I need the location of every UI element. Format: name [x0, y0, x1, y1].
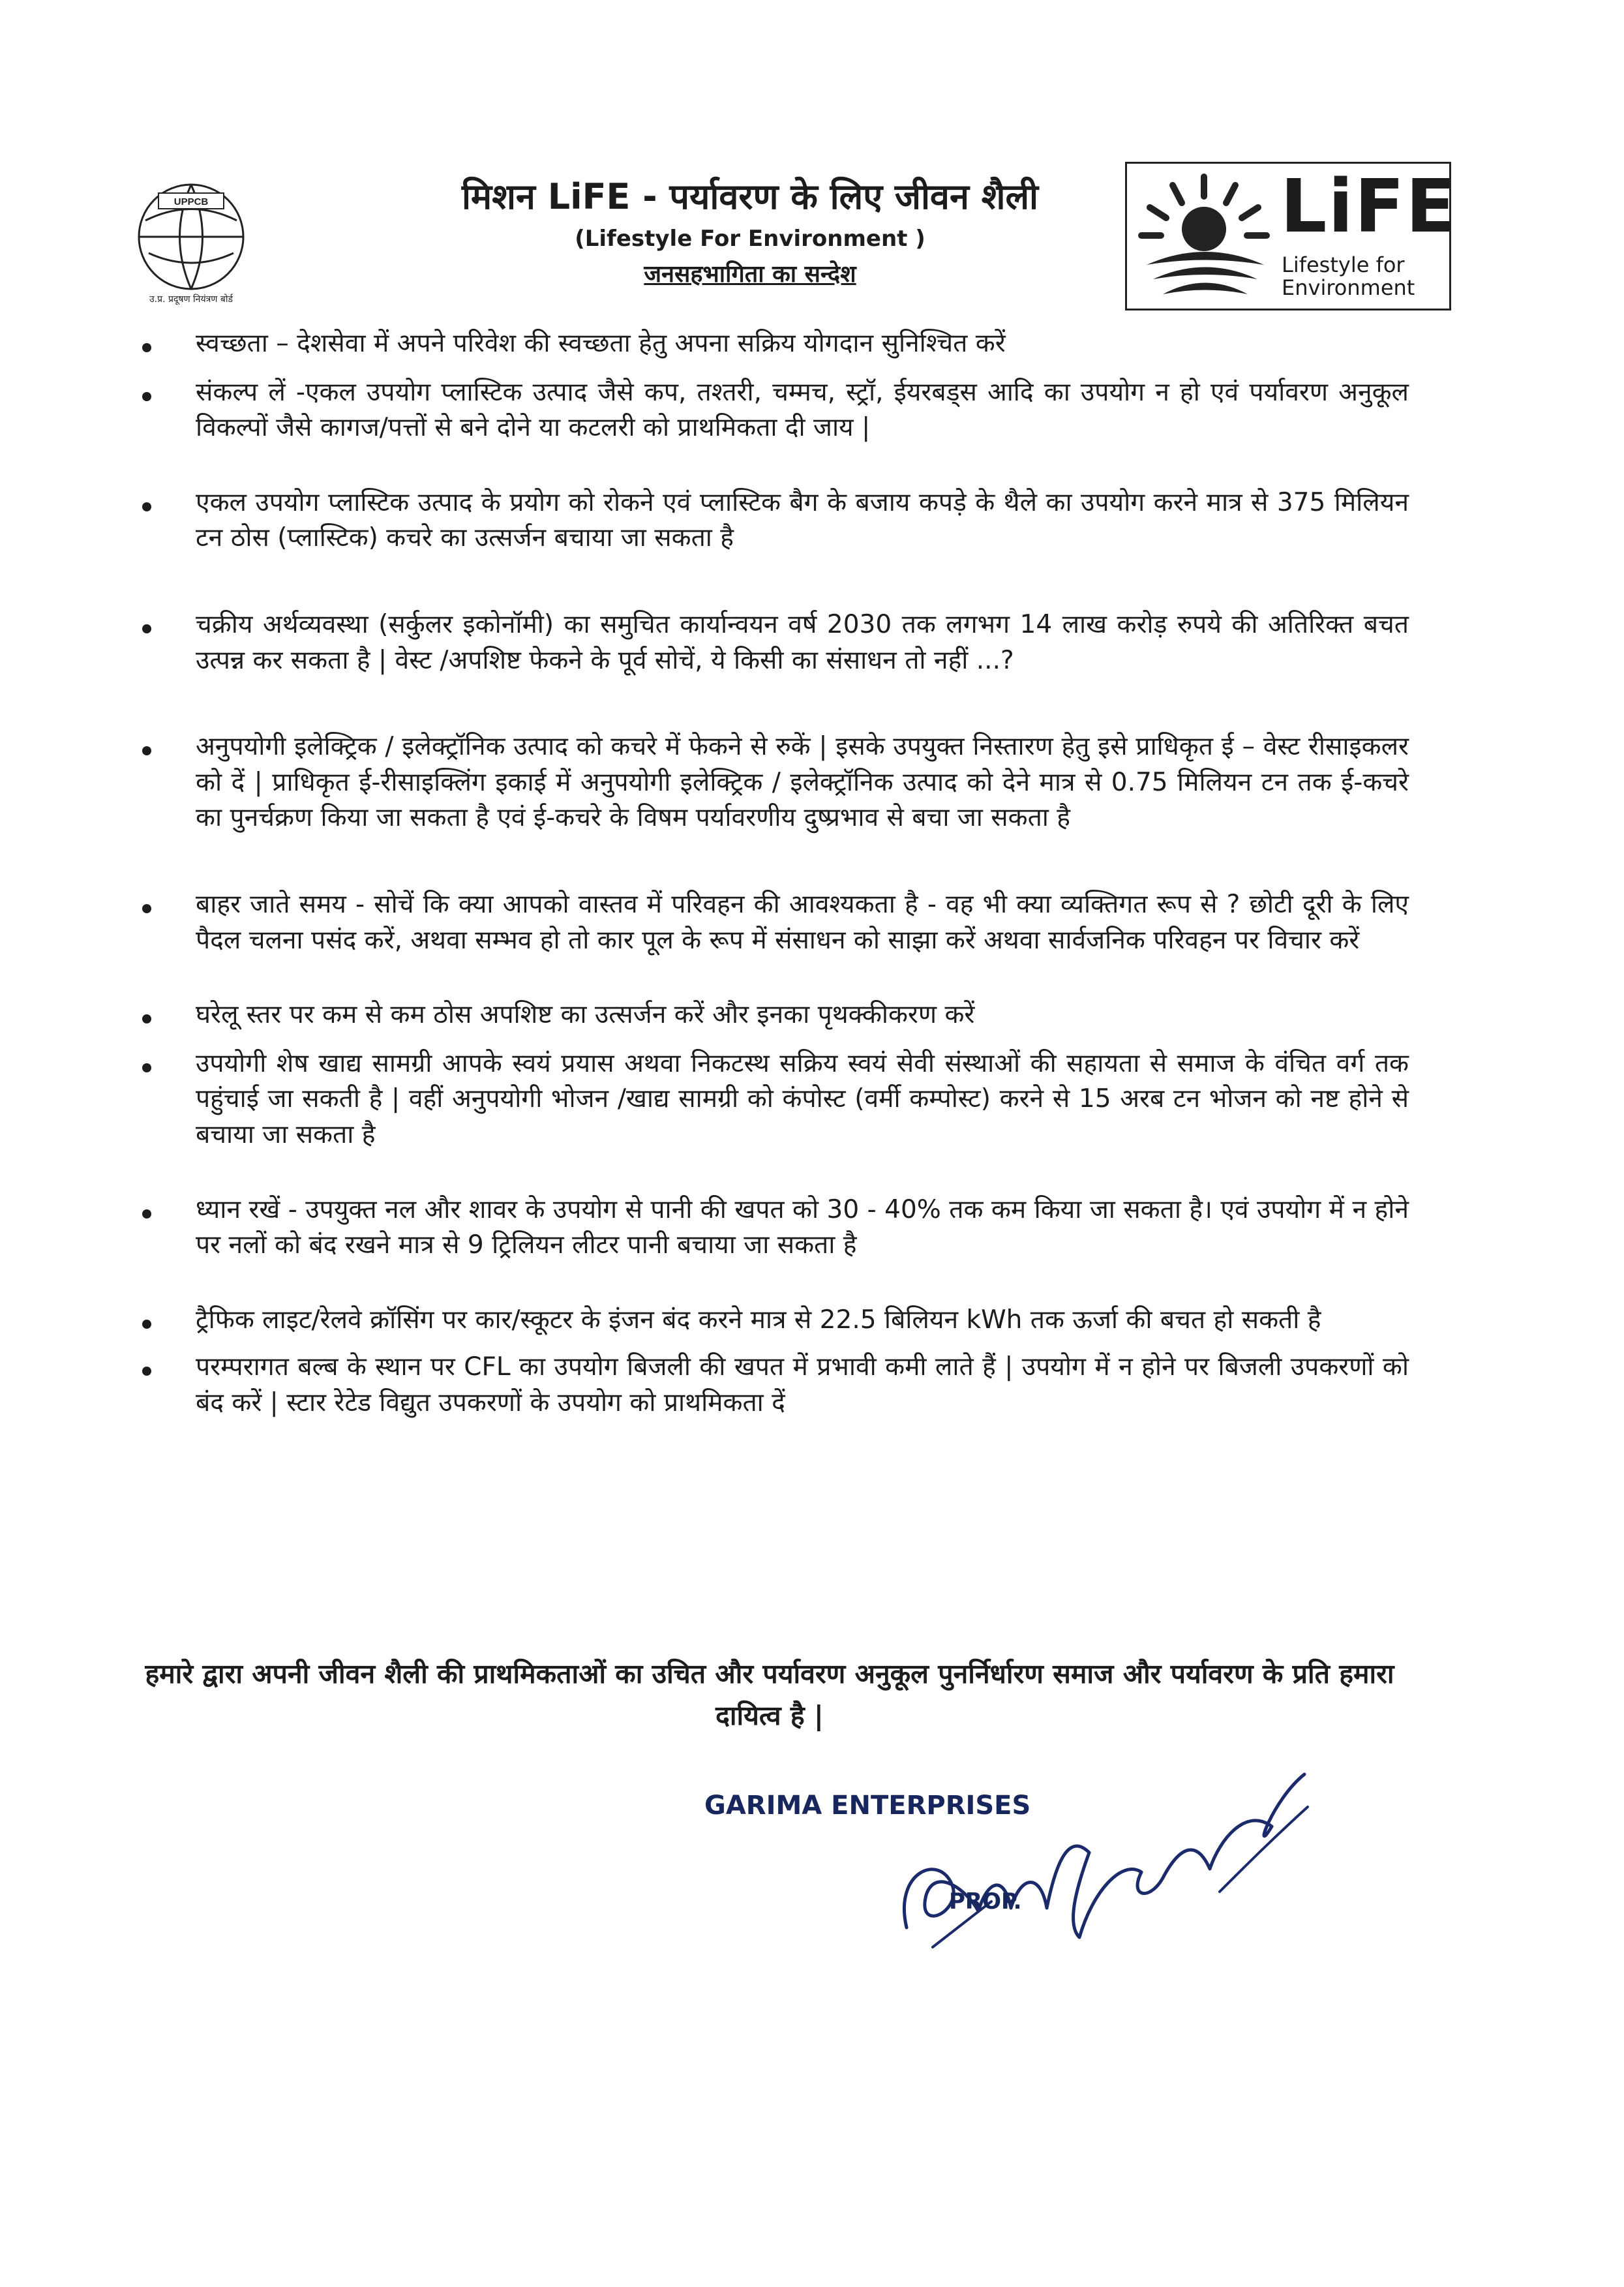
list-item: चक्रीय अर्थव्यवस्था (सर्कुलर इकोनॉमी) का समुचित कार्यान्वयन वर्ष 2030 तक लगभग 14 लाख करोड़ रुपये की अतिरिक्त बचत उत्पन्न कर सकता है | वेस्ट /अपशिष्ट फेकने के पूर्व सोचें, ये किसी का संसाधन तो नहीं ...?	[130, 607, 1409, 678]
life-logo-tagline	[1282, 254, 1415, 299]
life-logo-word: LiFE	[1280, 164, 1457, 249]
document-header	[417, 175, 1083, 289]
message-heading: जनसहभागिता का सन्देश	[644, 260, 856, 288]
page-title: मिशन LiFE - पर्यावरण के लिए जीवन शैली	[461, 176, 1039, 217]
list-item: एकल उपयोग प्लास्टिक उत्पाद के प्रयोग को रोकने एवं प्लास्टिक बैग के बजाय कपड़े के थैले का उपयोग करने मात्र से 375 मिलियन टन ठोस (प्लास्टिक) कचरे का उत्सर्जन बचाया जा सकता है	[130, 485, 1409, 556]
company-name: GARIMA ENTERPRISES	[704, 1791, 1031, 1821]
list-item: ट्रैफिक लाइट/रेलवे क्रॉसिंग पर कार/स्कूटर के इंजन बंद करने मात्र से 22.5 बिलियन kWh तक ऊर्जा की बचत हो सकती है	[130, 1303, 1409, 1339]
list-item: स्वच्छता – देशसेवा में अपने परिवेश की स्वच्छता हेतु अपना सक्रिय योगदान सुनिश्चित करें	[130, 326, 1409, 362]
list-item: उपयोगी शेष खाद्य सामग्री आपके स्वयं प्रयास अथवा निकटस्थ सक्रिय स्वयं सेवी संस्थाओं की सहायता से समाज के वंचित वर्ग तक पहुंचाई जा सकती है | वहीं अनुपयोगी भोजन /खाद्य सामग्री को कंपोस्ट (वर्मी कम्पोस्ट) करने से 15 अरब टन भोजन को नष्ट होने से बचाया जा सकता है	[130, 1046, 1409, 1153]
uppcb-logo	[123, 168, 260, 305]
closing-statement: हमारे द्वारा अपनी जीवन शैली की प्राथमिकताओं का उचित और पर्यावरण अनुकूल पुनर्निर्धारण समाज और पर्यावरण के प्रति हमारा दायित्व है |	[145, 1658, 1394, 1731]
signature-block	[704, 1761, 1291, 1983]
life-logo-tagline-line1: Lifestyle for	[1282, 252, 1405, 277]
list-item: ध्यान रखें - उपयुक्त नल और शावर के उपयोग से पानी की खपत को 30 - 40% तक कम किया जा सकता है। एवं उपयोग में न होने पर नलों को बंद रखने मात्र से 9 ट्रिलियन लीटर पानी बचाया जा सकता है	[130, 1192, 1409, 1264]
uppcb-logo-text: UPPCB	[173, 196, 209, 207]
list-item: बाहर जाते समय - सोचें कि क्या आपको वास्तव में परिवहन की आवश्यकता है - वह भी क्या व्यक्तिगत रूप से ? छोटी दूरी के लिए पैदल चलना पसंद करें, अथवा सम्भव हो तो कार पूल के रूप में संसाधन को साझा करें अथवा सार्वजनिक परिवहन पर विचार करें	[130, 887, 1409, 958]
list-item: परम्परागत बल्ब के स्थान पर CFL का उपयोग बिजली की खपत में प्रभावी कमी लाते हैं | उपयोग में न होने पर बिजली उपकरणों को बंद करें | स्टार रेटेड विद्युत उपकरणों के उपयोग को प्राथमिकता दें	[130, 1350, 1409, 1421]
uppcb-logo-caption: उ.प्र. प्रदूषण नियंत्रण बोर्ड	[149, 294, 233, 305]
list-item: संकल्प लें -एकल उपयोग प्लास्टिक उत्पाद जैसे कप, तश्तरी, चम्मच, स्ट्रॉ, ईयरबड्स आदि का उपयोग न हो एवं पर्यावरण अनुकूल विकल्पों जैसे कागज/पत्तों से बने दोने या कटलरी को प्राथमिकता दी जाय |	[130, 375, 1409, 446]
message-list	[130, 326, 1409, 1421]
list-item: घरेलू स्तर पर कम से कम ठोस अपशिष्ट का उत्सर्जन करें और इनका पृथक्कीकरण करें	[130, 997, 1409, 1033]
page-subtitle: (Lifestyle For Environment )	[575, 225, 925, 252]
life-logo	[1125, 162, 1457, 310]
life-logo-tagline-line2: Environment	[1282, 275, 1415, 301]
list-item: अनुपयोगी इलेक्ट्रिक / इलेक्ट्रॉनिक उत्पाद को कचरे में फेकने से रुकें | इसके उपयुक्त निस्तारण हेतु इसे प्राधिकृत ई – वेस्ट रीसाइकलर को दें | प्राधिकृत ई-रीसाइक्लिंग इकाई में अनुपयोगी इलेक्ट्रिक / इलेक्ट्रॉनिक उत्पाद को देने मात्र से 0.75 मिलियन टन तक ई-कचरे का पुनर्चक्रण किया जा सकता है एवं ई-कचरे के विषम पर्यावरणीय दुष्प्रभाव से बचा जा सकता है	[130, 729, 1409, 836]
sun-leaf-icon	[1134, 167, 1274, 307]
designation: PROP.	[949, 1888, 1022, 1915]
